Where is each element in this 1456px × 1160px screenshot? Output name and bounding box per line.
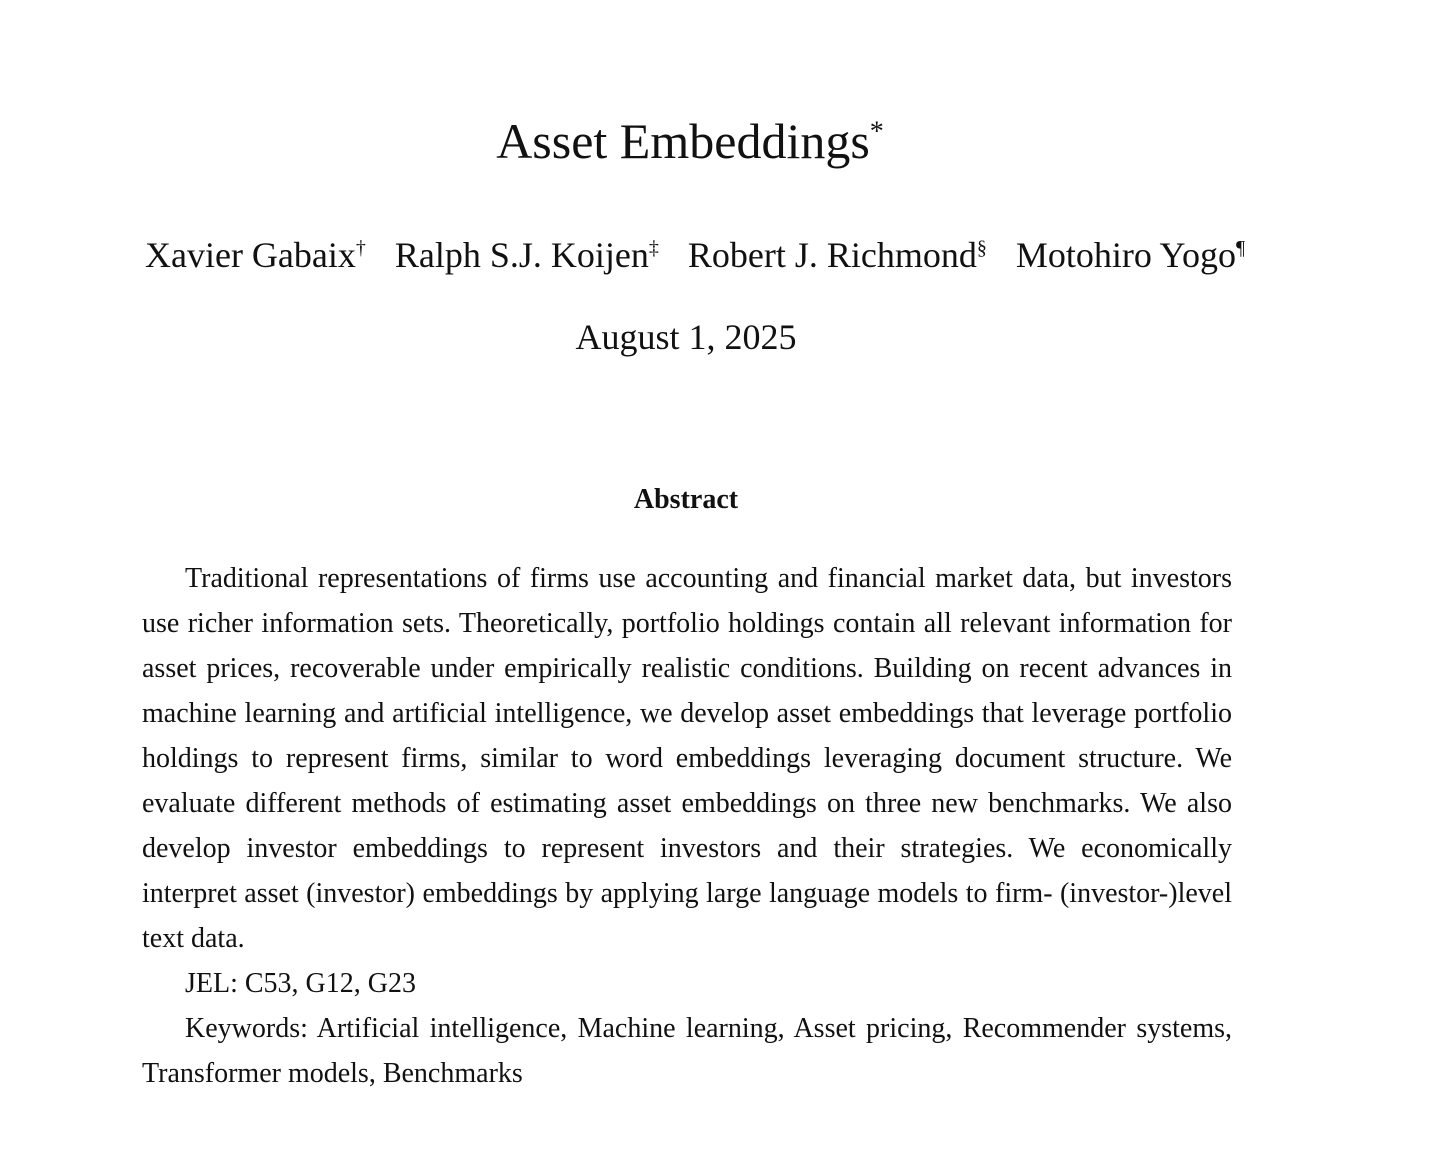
abstract-heading: Abstract	[633, 484, 739, 515]
author-name: Motohiro Yogo	[1015, 235, 1236, 275]
author-footnote-mark: §	[976, 237, 987, 259]
abstract-paragraph: Traditional representations of firms use accounting and financial market data, but investors use richer information sets. Theoretically, portfolio holdings contain all relevant information for asset prices, recoverable under empirically realistic conditions. Building on recent advances in machine learning and artificial intelligence, we develop asset embeddings that leverage portfolio holdings to represent firms, similar to word embeddings leveraging document structure. We evaluate different methods of estimating asset embeddings on three new benchmarks. We also develop investor embeddings to represent investors and their strategies. We economically interpret asset (investor) embeddings by applying large language models to firm- (investor-)level text data.	[142, 563, 1232, 954]
title-footnote-mark: *	[869, 116, 884, 148]
author-footnote-mark: †	[355, 237, 366, 259]
paper-title	[0, 112, 1380, 170]
author-footnote-mark: ‡	[648, 237, 659, 259]
paper-date: August 1, 2025	[575, 317, 797, 357]
abstract-body	[142, 556, 1232, 1096]
author-richmond	[688, 234, 987, 276]
paper-title-text: Asset Embeddings	[496, 113, 870, 169]
author-name: Xavier Gabaix	[144, 235, 356, 275]
author-name: Ralph S.J. Koijen	[394, 235, 649, 275]
keywords: Keywords: Artificial intelligence, Machine learning, Asset pricing, Recommender systems, Transformer models, Benchmarks	[142, 1013, 1232, 1089]
author-yogo	[1016, 234, 1245, 276]
author-gabaix	[145, 234, 366, 276]
author-footnote-mark: ¶	[1235, 237, 1246, 259]
jel-codes: JEL: C53, G12, G23	[185, 968, 416, 999]
author-list	[0, 234, 1390, 276]
author-koijen	[395, 234, 659, 276]
author-name: Robert J. Richmond	[687, 235, 977, 275]
